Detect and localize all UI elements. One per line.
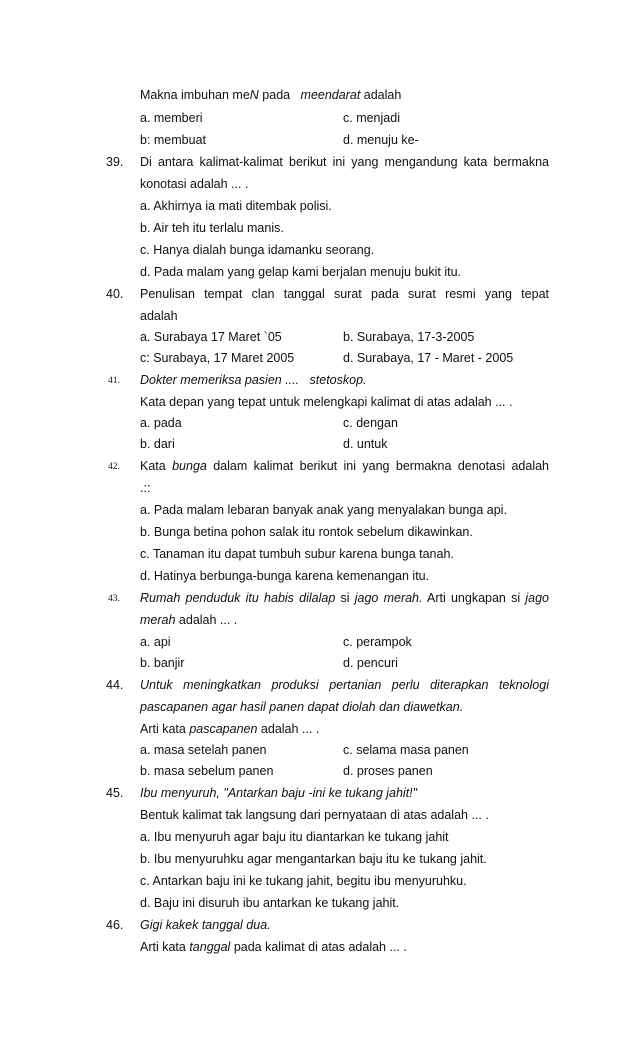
q40-option-c: c: Surabaya, 17 Maret 2005 [140, 351, 295, 365]
q41-line1: Dokter memeriksa pasien .... stetoskop. [140, 373, 367, 387]
q41-option-d: d. untuk [343, 437, 388, 451]
q39-option-a: a. Akhirnya ia mati ditembak polisi. [140, 199, 332, 213]
q40-option-a: a. Surabaya 17 Maret `05 [140, 330, 282, 344]
q40-line2: adalah [140, 309, 178, 323]
q44-number: 44. [106, 678, 124, 692]
q38-option-a: a. memberi [140, 111, 203, 125]
q45-option-b: b. Ibu menyuruhku agar mengantarkan baju itu ke tukang jahit. [140, 852, 487, 866]
q45-line1: Ibu menyuruh, "Antarkan baju -ini ke tukang jahit!" [140, 786, 418, 800]
q39-line2: konotasi adalah ... . [140, 177, 249, 191]
q44-line1: Untuk meningkatkan produksi pertanian perlu diterapkan teknologi [140, 678, 549, 692]
q42-option-d: d. Hatinya berbunga-bunga karena kemenangan itu. [140, 569, 430, 583]
q45-number: 45. [106, 786, 124, 800]
q41-option-a: a. pada [140, 416, 182, 430]
q42-number: 42. [108, 462, 120, 472]
q39-option-d: d. Pada malam yang gelap kami berjalan menuju bukit itu. [140, 265, 462, 279]
q41-option-c: c. dengan [343, 416, 398, 430]
q43-option-c: c. perampok [343, 635, 412, 649]
q44-option-b: b. masa sebelum panen [140, 764, 274, 778]
q40-number: 40. [106, 287, 124, 301]
q43-number: 43. [108, 594, 120, 604]
q45-option-d: d. Baju ini disuruh ibu antarkan ke tukang jahit. [140, 896, 400, 910]
q38-stem: Makna imbuhan meN pada meendarat adalah [140, 88, 402, 102]
q44-option-a: a. masa setelah panen [140, 743, 267, 757]
q44-option-c: c. selama masa panen [343, 743, 469, 757]
q43-line1: Rumah penduduk itu habis dilalap si jago merah. Arti ungkapan si jago [140, 591, 549, 605]
q45-option-a: a. Ibu menyuruh agar baju itu diantarkan ke tukang jahit [140, 830, 449, 844]
q41-number: 41. [108, 376, 120, 386]
q41-line2: Kata depan yang tepat untuk melengkapi kalimat di atas adalah ... . [140, 395, 513, 409]
q40-option-d: d. Surabaya, 17 - Maret - 2005 [343, 351, 514, 365]
q46-number: 46. [106, 918, 124, 932]
q42-option-a: a. Pada malam lebaran banyak anak yang menyalakan bunga api. [140, 503, 507, 517]
q46-line2: Arti kata tanggal pada kalimat di atas adalah ... . [140, 940, 407, 954]
q42-option-b: b. Bunga betina pohon salak itu rontok sebelum dikawinkan. [140, 525, 473, 539]
q42-line2: .:: [140, 481, 151, 495]
q39-option-b: b. Air teh itu terlalu manis. [140, 221, 284, 235]
q45-option-c: c. Antarkan baju ini ke tukang jahit, begitu ibu menyuruhku. [140, 874, 467, 888]
q44-line2: pascapanen agar hasil panen dapat diolah dan diawetkan. [140, 700, 464, 714]
q43-option-a: a. api [140, 635, 171, 649]
q41-option-b: b. dari [140, 437, 175, 451]
q46-line1: Gigi kakek tanggal dua. [140, 918, 271, 932]
q42-option-c: c. Tanaman itu dapat tumbuh subur karena bunga tanah. [140, 547, 454, 561]
q39-line1: Di antara kalimat-kalimat berikut ini yang mengandung kata bermakna [140, 155, 549, 169]
q45-line2: Bentuk kalimat tak langsung dari pernyataan di atas adalah ... . [140, 808, 489, 822]
q38-option-d: d. menuju ke- [343, 133, 419, 147]
q43-option-b: b. banjir [140, 656, 185, 670]
q42-line1: Kata bunga dalam kalimat berikut ini yang bermakna denotasi adalah [140, 459, 550, 473]
q43-line2: merah adalah ... . [140, 613, 238, 627]
q43-option-d: d. pencuri [343, 656, 398, 670]
q44-line3: Arti kata pascapanen adalah ... . [140, 722, 320, 736]
q40-line1: Penulisan tempat clan tanggal surat pada surat resmi yang tepat [140, 287, 549, 301]
q44-option-d: d. proses panen [343, 764, 433, 778]
q39-option-c: c. Hanya dialah bunga idamanku seorang. [140, 243, 375, 257]
q39-number: 39. [106, 155, 124, 169]
q40-option-b: b. Surabaya, 17-3-2005 [343, 330, 475, 344]
q38-option-c: c. menjadi [343, 111, 400, 125]
q38-option-b: b: membuat [140, 133, 207, 147]
